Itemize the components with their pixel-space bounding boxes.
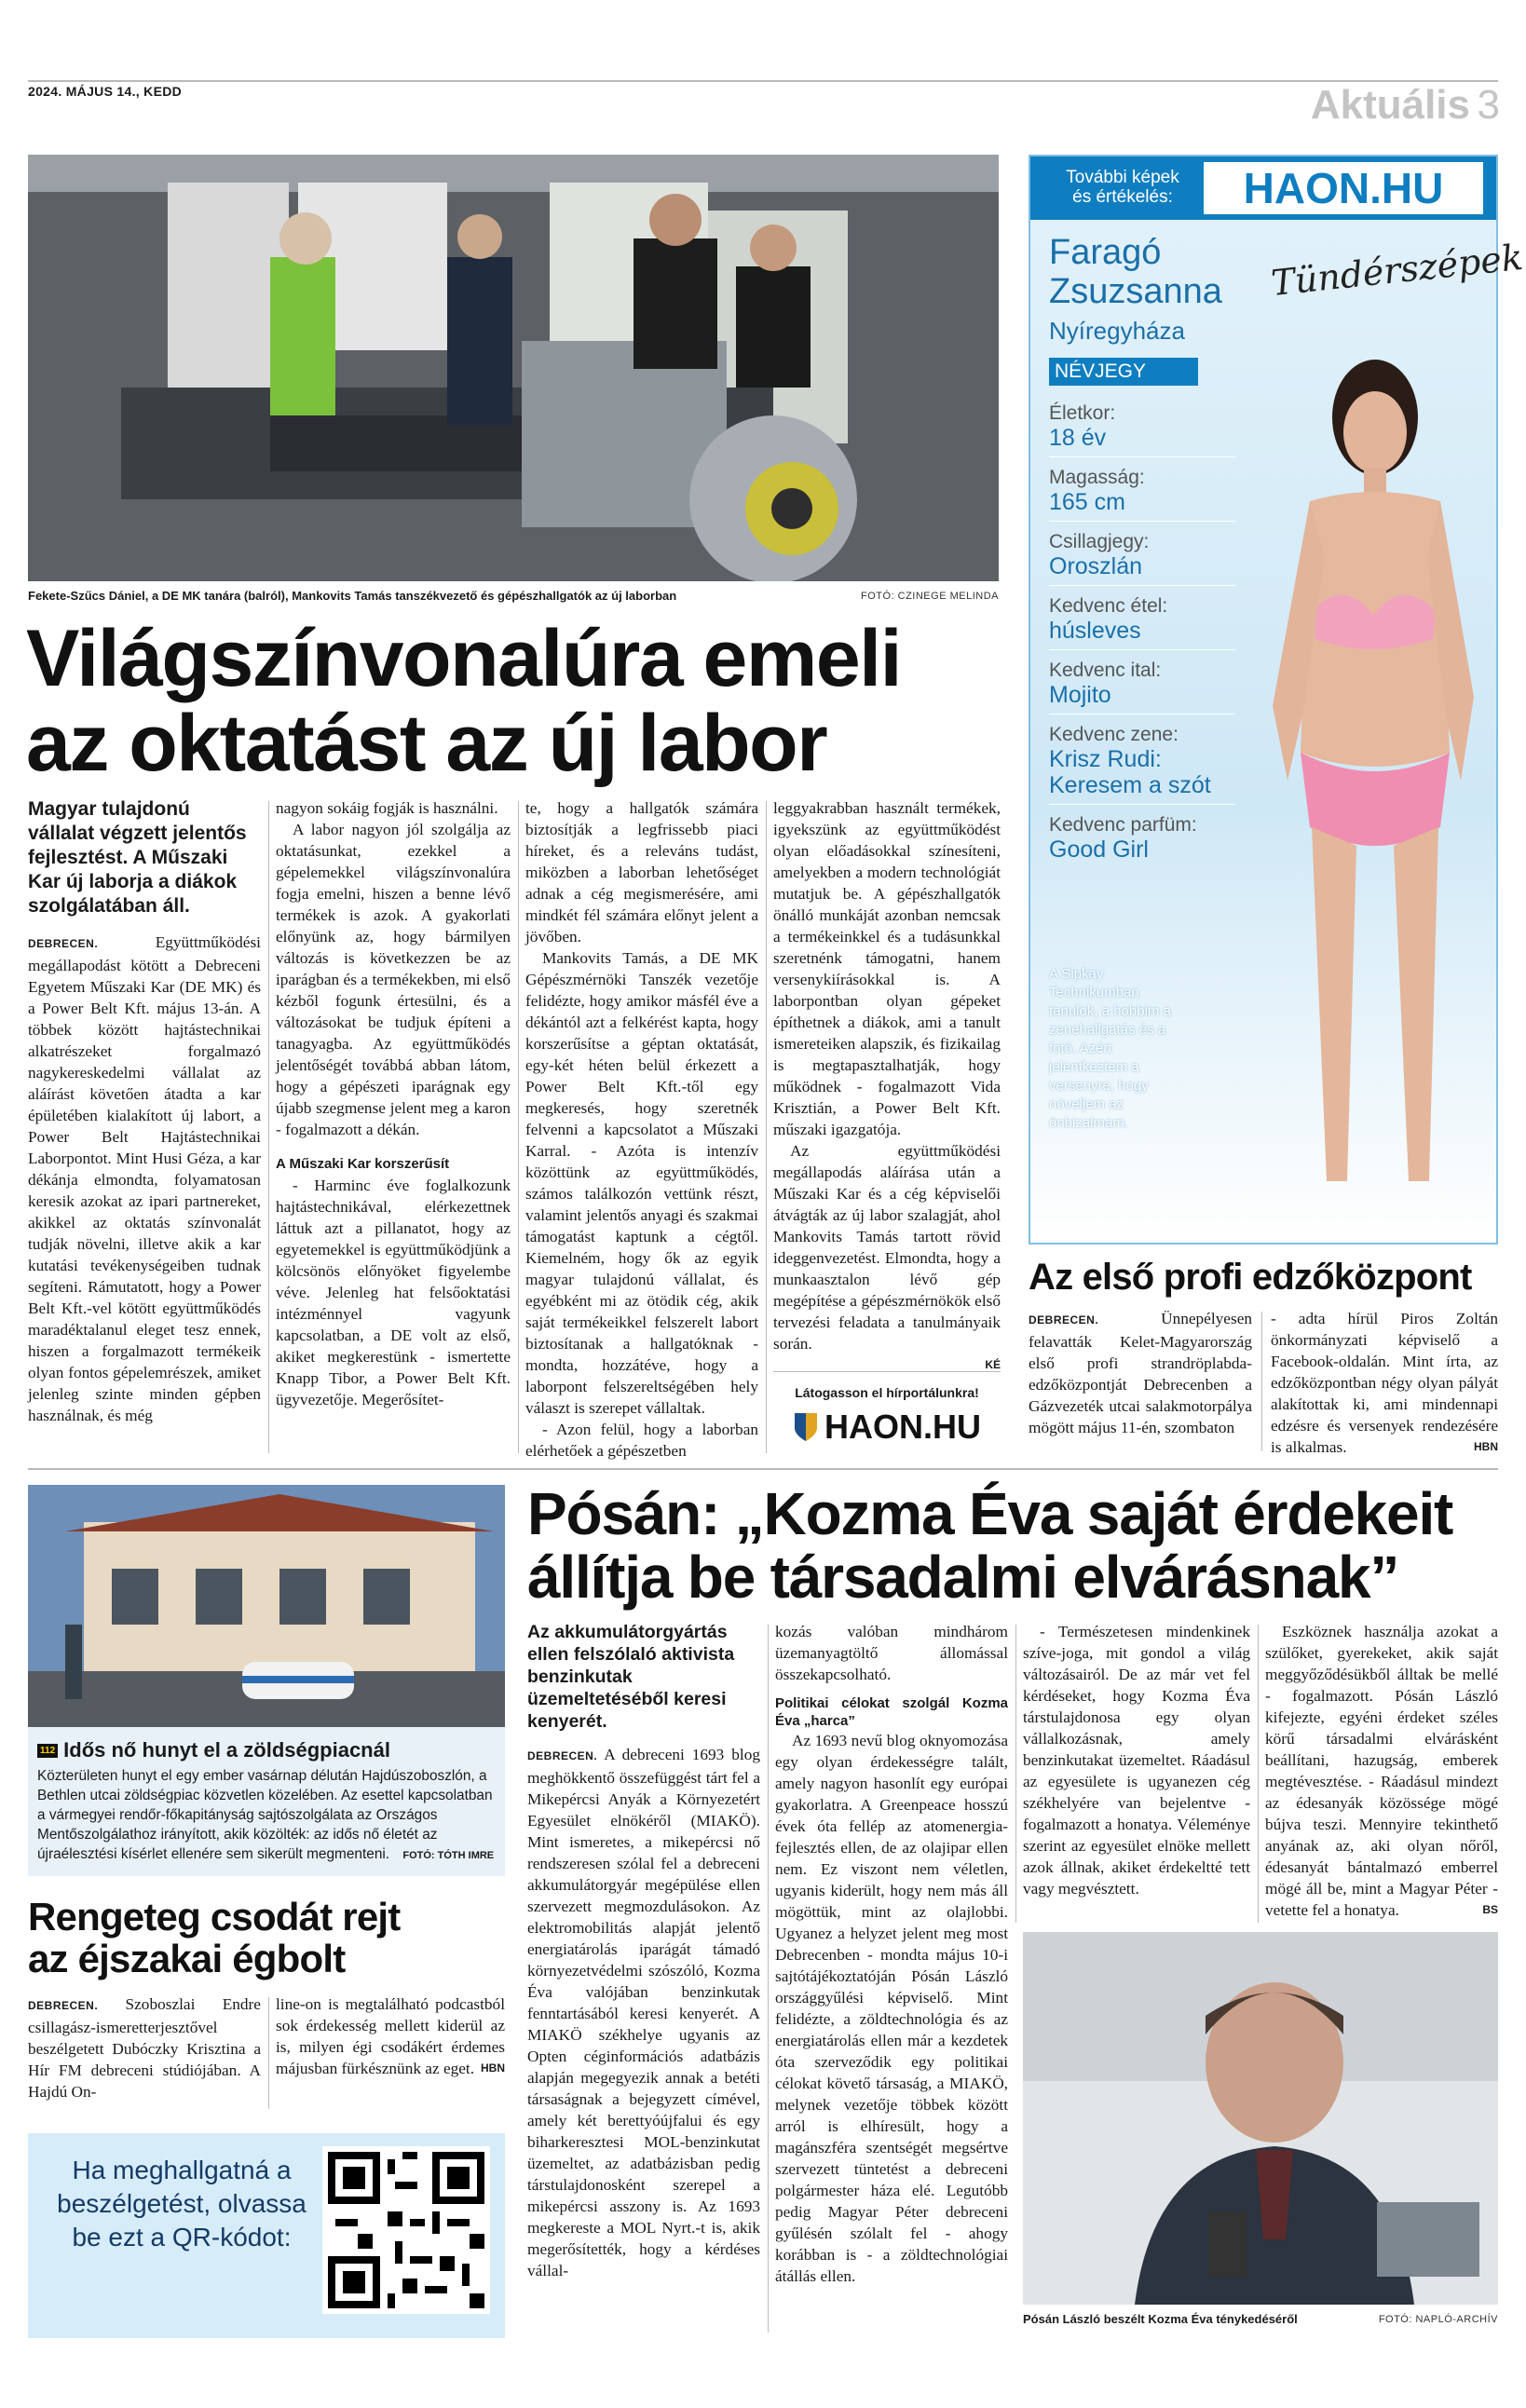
posan-col2a: kozás valóban mindhárom üzemanyagtöltő állomással összekapcsolható. (775, 1623, 1008, 1683)
promo-text: Látogasson el hírportálunkra! (795, 1385, 979, 1400)
posan-col1-text: A debreceni 1693 blog meghökkentő összefüggést tárt fel a Mikepércsi Anyák a Környezetért Egyesület elnökéről (MIAKÖ). Mint ismeretes, a mikepércsi nő rendszeresen szólal fel a debreceni akkumulátorgyár megépülése ellen szervezett megmozdulásokon. Az elektromobilitás alapját jelentő energiatárolás iparágát támadó környezetvédelmi szószóló, Kozma Éva valójában benzinkutak fenntartásából keresi kenyerét. A MIAKÖ székhelye ugyanis az Opten céginformációs adatbázis alapján megegyezik annak a betéti társaságnak a bejegyzett címével, amely két berettyóújfalui és egy biharkeresztesi MOL-benzinkutat üzemeltet, az adatbázisban pedig társtulajdonosként szerepel a mikepércsi asszony is. Az 1693 megkereste a MOL Nyrt.-t is, akik megerősítették, hogy a kérdéses vállal- (527, 1746, 760, 2279)
contestant-second-line: Zsuzsanna (1049, 272, 1222, 311)
header-rule (28, 80, 1498, 82)
qr-prompt: Ha meghallgatná a beszélgetést, olvassa be ezt a QR-kódot: (57, 2156, 307, 2252)
field-music-value: Krisz Rudi: Keresem a szót (1049, 746, 1211, 798)
sky-column-2 (276, 1993, 505, 2079)
haon-banner-brand: HAON.HU (1204, 162, 1483, 214)
promo-logo: HAON.HU (824, 1408, 981, 1446)
sky-column-1 (28, 1993, 261, 2102)
field-drink-value: Mojito (1049, 682, 1111, 708)
issue-date: 2024. MÁJUS 14., KEDD (28, 84, 183, 99)
gym-col1-text: Ünnepélyesen felavatták Kelet-Magyarország első profi strandröplabda-edzőközpontját Debrecenben a Gázvezeték utcai salakmotorpálya mögött május 11-én, szombaton (1029, 1310, 1252, 1436)
main-headline-line1: Világszínvonalúra emeli (26, 614, 901, 703)
sky-col2-text: line-on is megtalálható podcastból sok érdekesség mellett kiderül az is, milyen égi csodákért érdemes májusban fürkésznünk az eget. (276, 1995, 505, 2077)
section-title: Aktuális (1310, 82, 1470, 128)
series-script-title: Tündérszépek (1269, 236, 1525, 305)
sky-headline-line2: az éjszakai égbolt (28, 1936, 346, 1980)
haon-banner-line1: További képek (1066, 168, 1179, 187)
field-music-label: Kedvenc zene: (1049, 724, 1179, 745)
field-perfume-value: Good Girl (1049, 837, 1149, 863)
divider (1258, 1625, 1259, 1923)
sky-col1-text: Szoboszlai Endre csillagász-ismeretterjesztővel beszélgetett Dubóczky Krisztina a Hír FM debreceni stúdiójában. A Hajdú On- (28, 1995, 261, 2101)
market-headline-row (37, 1738, 390, 1762)
posan-headline (527, 1480, 1498, 1611)
main-column-2 (276, 797, 511, 1410)
market-body (37, 1766, 497, 1866)
posan-signature: BS (1482, 1903, 1498, 1916)
sky-headline-line1: Rengeteg csodát rejt (28, 1895, 401, 1939)
main-subhead: A Műszaki Kar korszerűsít (276, 1156, 450, 1172)
emergency-badge: 112 (37, 1744, 58, 1758)
lab-photo-caption: Fekete-Szűcs Dániel, a DE MK tanára (balról), Mankovits Tamás tanszékvezető és gépészhallgatók az új laborban (28, 589, 677, 603)
contestant-photo (1254, 343, 1496, 1237)
field-perfume-label: Kedvenc parfüm: (1049, 814, 1197, 836)
gym-headline: Az első profi edzőközpont (1029, 1257, 1472, 1298)
posan-subhead: Politikai célokat szolgál Kozma Éva „harca” (775, 1695, 1008, 1729)
posan-photo-illustration (1023, 1932, 1498, 2305)
field-height-label: Magasság: (1049, 467, 1145, 488)
main-col4a: leggyakrabban használt termékek, igyekszünk az együttműködést olyan előadásokkal színesíteni, amelyekben a modern technológiát mutatjuk be. A gépészhallgatók önálló munkáját azonban nemcsak a termékeinkkel és a tudásunkkal szeretnénk támogatni, hanem versenykiírásokkal is. A laborpontban olyan gépeket építhetnek a diákok, ami a tanult ismereteiken alapszik, és fizikailag is megtapasztalhatják, hogy működnek - fogalmazott Vida Krisztián, a Power Belt Kft. műszaki igazgatója. (773, 799, 1001, 1138)
main-column-3 (525, 797, 758, 1462)
market-credit: FOTÓ: TÓTH IMRE (402, 1850, 495, 1861)
main-col3b: Mankovits Tamás, a DE MK Gépészmérnöki Tanszék vezetője felidézte, hogy amikor másfél éve a dékántól azt a felkérést kapta, hogy korszerűsítse a géptan oktatását, egy-két héten belül érkezett a Power Belt Kft.-től egy megkeresés, hogy szeretnék felvenni a kapcsolatot a Műszaki Karral. - Azóta is intenzív közöttünk az együttműködés, számos találkozón vettünk részt, valamint jelentős anyagi és szakmai támogatást kaptunk a cégtől. Kiemelném, hogy ők az egyik magyar tulajdonú vállalat, és egyébként mi az ötödik cég, akik saját termékeikkel felszerelt labort biztosítanak a hallgatóknak - mondta, hozzátéve, hogy a laborpont felszereltségében hely választ is szerepet vállaltak. (525, 949, 758, 1417)
main-col1-text: Együttműködési megállapodást kötött a Debreceni Egyetem Műszaki Kar (DE MK) és a Power Belt Kft. május 13-án. A többek között hajtástechnikai alkatrészeket forgalmazó nagykereskedelmi vállalat az aláírást követően átadta a kar épületében kialakított új labort, a Power Belt Hajtástechnikai Laborpontot. Mint Husi Géza, a kar dékánja elmondta, folyamatosan keresik azokat az ipari partnereket, akikkel az oktatás színvonalát tudják növelni, illetve akik a kar kutatási tevékenységeiben tudnak segíteni. Rámutatott, hogy a Power Belt Kft.-vel kötött együttműködés maradéktalanul eleget tesz ennek, hiszen a forgalmazott termékeik olyan fontos gépelemrészek, amiket jelenleg szinte minden gépben használnak, és még (28, 933, 261, 1424)
main-column-1 (28, 797, 261, 1426)
haon-banner-line2: és értékelés: (1072, 187, 1173, 207)
market-body-text: Közterületen hunyt el egy ember vasárnap délután Hajdúszoboszlón, a Bethlen utcai zöldségpiac közvetlen közelében. Az esettel kapcsolatban a vármegyei rendőr-főkapitányság sajtószolgálata az Országos Mentőszolgálathoz irányított, akik közölték: az idős nő életét az újraélesztési kísérlet ellenére sem sikerült megmenteni. (37, 1768, 493, 1862)
posan-lead: Az akkumulátorgyártás ellen felszólaló aktivista benzinkutak üzemeltetéséből keresi kenyerét. (527, 1622, 735, 1732)
sky-city: DEBRECEN. (28, 1999, 99, 2012)
qr-box (28, 2133, 505, 2338)
sky-headline (28, 1897, 505, 1979)
posan-headline-line1: Pósán: „Kozma Éva saját érdekeit (527, 1480, 1453, 1547)
posan-city: DEBRECEN. (527, 1749, 598, 1762)
market-photo (28, 1485, 505, 1727)
lab-photo-credit: FOTÓ: CZINEGE MELINDA (860, 591, 999, 602)
lab-photo-illustration (28, 155, 999, 581)
market-headline: Idős nő hunyt el a zöldségpiacnál (63, 1738, 390, 1762)
main-signature: KÉ (985, 1358, 1001, 1371)
main-city: DEBRECEN. (28, 937, 99, 950)
posan-headline-line2: állítja be társadalmi elvárásnak” (527, 1543, 1399, 1611)
gym-city: DEBRECEN. (1029, 1313, 1099, 1326)
haon-banner[interactable] (1030, 156, 1496, 220)
haon-banner-text (1043, 168, 1202, 207)
divider (268, 1997, 269, 2109)
field-height-value: 165 cm (1049, 489, 1125, 515)
main-col2c: - Harminc éve foglalkozunk hajtástechnikával, elérkezettnek láttuk azt a pillanatot, hogy az egyetemekkel is együttműködjünk a kölcsönös előnyöket figyelembe véve. Jelenleg hat felsőoktatási intézménnyel vagyunk kapcsolatban, a DE volt az első, akiket megkerestünk - ismertette Knapp Tibor, a Power Belt Kft. ügyvezetője. Megerősítet- (276, 1177, 511, 1408)
main-col3a: te, hogy a hallgatók számára biztosítják a legfrissebb piaci híreket, és a releváns tudást, miközben a laborban lehetőséget adnak a cég megismerésére, ami mindkét fél számára előnyt jelent a jövőben. (525, 799, 758, 946)
gym-signature: HBN (1474, 1440, 1498, 1453)
field-drink-label: Kedvenc ital: (1049, 660, 1162, 681)
main-lead: Magyar tulajdonú vállalat végzett jelentős fejlesztést. A Műszaki Kar új laborja a diákok szolgálatában áll. (28, 798, 247, 917)
gym-column-2 (1271, 1308, 1498, 1458)
field-food-label: Kedvenc étel: (1049, 595, 1168, 617)
main-column-4 (773, 797, 1001, 1376)
posan-column-2 (775, 1621, 1008, 2287)
namecard-badge: NÉVJEGY (1049, 358, 1198, 386)
page-number: 3 (1477, 82, 1500, 128)
haon-promo[interactable] (773, 1371, 1001, 1459)
field-food-value: húsleves (1049, 618, 1141, 644)
haon-shield-icon (793, 1411, 819, 1443)
divider (766, 801, 767, 1453)
beauty-sidebar (1029, 155, 1525, 1245)
sky-signature: HBN (481, 2061, 505, 2075)
contestant-name (1049, 233, 1222, 311)
qr-code-icon[interactable] (322, 2146, 490, 2314)
divider (768, 1625, 769, 2333)
section-rule (28, 1468, 1498, 1470)
field-age-label: Életkor: (1049, 402, 1116, 424)
namecard-fields (1049, 402, 1245, 872)
posan-column-1 (527, 1621, 760, 2281)
gym-column-1 (1029, 1308, 1252, 1438)
main-col3c: - Azon felül, hogy a laborban elérhetőek a gépészetben (525, 1421, 758, 1460)
posan-column-3 (1023, 1621, 1250, 1899)
field-sign-value: Oroszlán (1049, 553, 1143, 579)
posan-photo-credit: FOTÓ: NAPLÓ-ARCHÍV (1378, 2314, 1498, 2325)
divider (518, 801, 519, 1453)
main-col4b: Az együttműködési megállapodás aláírása után a Műszaki Kar és a cég képviselői átvágták az új labor szalagját, ahol Mankovits Tamás tartott rövid ideggenvezetést. Elmondta, hogy a munkaasztalon lévő gép megépítése a gépészmérnökök első tervezési feladata a tanulmányaik során. (773, 1142, 1001, 1353)
field-sign-label: Csillagjegy: (1049, 531, 1150, 552)
divider (268, 801, 269, 1453)
posan-photo-caption: Pósán László beszélt Kozma Éva ténykedéséről (1023, 2312, 1298, 2326)
main-headline-line2: az oktatást az új labor (26, 699, 827, 789)
contestant-city: Nyíregyháza (1049, 317, 1185, 345)
main-headline (26, 614, 1014, 789)
divider (1015, 1625, 1016, 1923)
posan-col3-text: - Természetesen mindenkinek szíve-joga, mit gondol a világ változásairól. De az már vet fel kérdéseket, hogy Kozma Éva társtulajdonosa egy olyan vállalkozásnak, amely benzinkutakat üzemeltet. Ráadásul az egyesülete is ugyanezen cég székhelyére van bejelentve - fogalmazott a honatya. Véleménye szerint az egyesület elnöke mellett azok állnak, akiket érdekeltté tett vagy megvésztett. (1023, 1623, 1250, 1898)
main-col2b: A labor nagyon jól szolgálja az oktatásunkat, ezekkel a gépelemekkel világszínvonalúra fogja emelni, hiszen a benne lévő termékek is azok. A gyakorlati előnyünk az, hogy bármilyen változás is következzen be az iparágban és a termékekben, mi első kézből fogunk értesülni, és a változásokat be tudjuk építeni a tanagyagba. Az együttműködés jelentőségét továbbá abban látom, hogy a gépészeti iparágnak egy újabb szegmense jelent meg a karon - fogalmazott a dékán. (276, 821, 511, 1138)
main-col2a: nagyon sokáig fogják is használni. (276, 799, 498, 817)
posan-photo (1023, 1932, 1498, 2305)
market-story (28, 1485, 505, 1876)
posan-col2b: Az 1693 nevű blog oknyomozása egy olyan érdekességre talált, amely nagyon hasonlít egy európai gyakorlatra. A Greenpeace hosszú évek óta fellép az atomenergia-fejlesztés ellen, de az olajipar ellen nem. Ez viszont nem véletlen, ugyanis kiderült, hogy nem más áll mögöttük, mint az olajlobbi. Ugyanez a helyzet jelent meg most Debrecenben - mondta május 10-i sajtótájékoztatóján Pósán László országgyűlési képviselő. Mint felidézte, a zöldtechnológia és az energiatárolás ellen már a kezdetek óta szerveződik egy politikai célokat követő társaság, a MIAKÖ, melynek vezetője többek között arról is elhíresült, hogy a magánszféra szentségét megsértve szervezett tüntetést a debreceni polgármester háza elé. Legutóbb pedig Magyar Péter debreceni gyűlésén szólalt fel - ahogy korábban is - a zöldtechnológiai átállás ellen. (775, 1732, 1008, 2285)
posan-col4-text: Eszköznek használja azokat a szülőket, gyerekeket, akik saját meggyőződésükből álltak be mellé - fogalmazott. Pósán László kifejezte, egyéni érdeket széles körű társadalmi elvárásként beállítani, hazugság, emberek megtévesztése. - Ráadásul mindezt az édesanyák közössége mögé bújva teszi. Mennyire tekinthető anyának az, aki olyan nőről, édesanyát bántalmazó emberrel mögé áll be, mint a Magyar Péter - vetette fel a honatya. (1265, 1623, 1498, 1919)
field-age-value: 18 év (1049, 425, 1107, 451)
divider (1261, 1312, 1262, 1451)
lab-photo (28, 155, 999, 581)
contestant-first-line: Faragó (1049, 233, 1162, 272)
gym-col2-text: - adta hírül Piros Zoltán önkormányzati képviselő a Facebook-oldalán. Mint írta, az edzőközpontban négy olyan pályát alakítottak ki, ami mindennapi edzésre és versenyek rendezésére is alkalmas. (1271, 1310, 1498, 1456)
contestant-bio: A Sipkay Technikumban tanulok, a hobbim a zenehallgatás és a fotó. Azért jelentkeztem a versenyre, hogy növeljem az önbizalmam. (1049, 966, 1171, 1131)
posan-column-4 (1265, 1621, 1498, 1921)
